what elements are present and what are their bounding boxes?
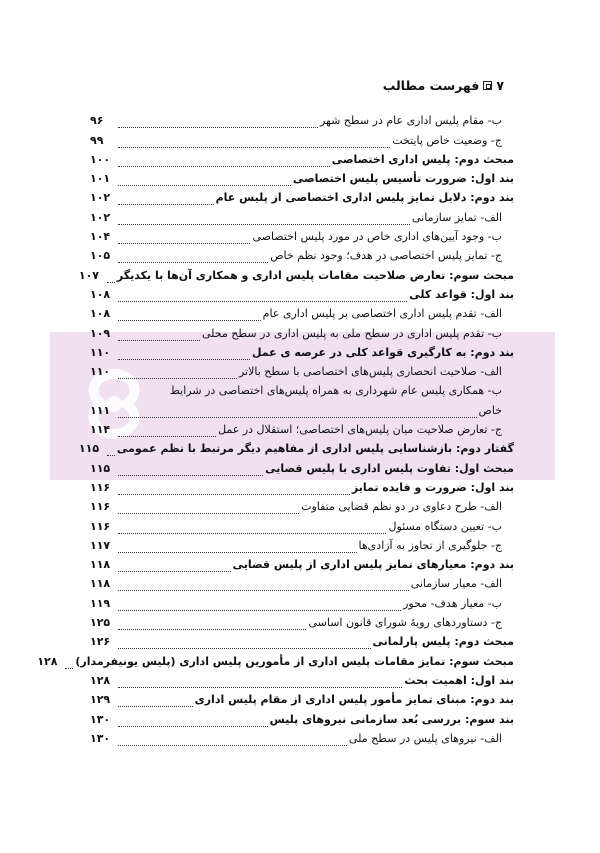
toc-leader-dots bbox=[118, 637, 371, 649]
toc-entry-title: خاص bbox=[478, 403, 502, 417]
toc-leader-dots bbox=[118, 174, 291, 186]
toc-entry[interactable] bbox=[90, 225, 514, 244]
toc-leader-dots bbox=[118, 618, 306, 630]
toc-entry[interactable] bbox=[90, 341, 514, 360]
toc-entry[interactable] bbox=[90, 476, 514, 495]
toc-entry-page: ۱۲۹ bbox=[90, 693, 111, 707]
toc-leader-dots bbox=[118, 560, 231, 572]
toc-entry-title: گفتار دوم: بازشناسایی پلیس اداری از مفاهیم دیگر مرتبط با نظم عمومی bbox=[116, 442, 514, 456]
toc-entry[interactable] bbox=[90, 379, 514, 398]
toc-entry-title: ب- معیار هدف- محور bbox=[403, 596, 502, 610]
toc-entry[interactable] bbox=[90, 148, 514, 167]
toc-leader-dots bbox=[118, 348, 250, 360]
toc-entry-page: ۱۰۲ bbox=[90, 191, 111, 205]
toc-leader-dots bbox=[118, 425, 216, 437]
toc-leader-dots bbox=[107, 444, 115, 456]
toc-leader-dots bbox=[118, 676, 402, 688]
toc-entry[interactable] bbox=[78, 263, 514, 282]
toc-entry-title: مبحث دوم: پلیس اداری اختصاصی bbox=[331, 152, 514, 166]
toc-leader-dots bbox=[118, 232, 250, 244]
toc-entry-page: ۱۲۸ bbox=[90, 673, 111, 687]
toc-entry[interactable] bbox=[90, 495, 514, 514]
toc-entry[interactable] bbox=[90, 398, 514, 417]
toc-entry[interactable] bbox=[90, 514, 514, 533]
toc-leader-dots bbox=[118, 193, 214, 205]
toc-leader-dots bbox=[118, 136, 390, 148]
toc-entry-title: بند اول: قواعد کلی bbox=[409, 287, 514, 301]
toc-entry-title: بند اول: ضرورت و فایده تمایز bbox=[351, 480, 514, 494]
toc-entry-page: ۱۲۶ bbox=[90, 635, 111, 649]
toc-entry-page: ۱۱۰ bbox=[90, 365, 111, 379]
toc-entry-title: بند اول: ضرورت تأسیس پلیس اختصاصی bbox=[292, 172, 514, 186]
toc-leader-dots bbox=[118, 599, 401, 611]
toc-entry-title: بند دوم: به کارگیری قواعد کلی در عرصه ی عمل bbox=[251, 345, 514, 359]
toc-leader-dots bbox=[118, 251, 268, 263]
toc-entry[interactable] bbox=[90, 360, 514, 379]
toc-entry-page: ۱۰۰ bbox=[90, 152, 111, 166]
toc-entry-title: الف- معیار سازمانی bbox=[410, 577, 502, 591]
toc-entry-page: ۱۱۶ bbox=[90, 480, 111, 494]
toc-leader-dots bbox=[118, 464, 263, 476]
toc-entry-page: ۱۱۸ bbox=[90, 558, 111, 572]
toc-entry-page: ۱۱۶ bbox=[90, 519, 111, 533]
toc-entry-page: ۱۰۸ bbox=[90, 307, 111, 321]
toc-entry-page: ۱۰۸ bbox=[90, 287, 111, 301]
toc-entry-page: ۱۳۰ bbox=[90, 712, 111, 726]
toc-entry-title: بند سوم: بررسی بُعد سازمانی نیروهای پلیس bbox=[269, 712, 514, 726]
toc-entry-page: ۹۶ bbox=[90, 114, 104, 128]
toc-entry[interactable] bbox=[90, 283, 514, 302]
toc-entry[interactable] bbox=[90, 669, 514, 688]
toc-entry-page: ۹۹ bbox=[90, 133, 104, 147]
toc-entry[interactable] bbox=[90, 688, 514, 707]
toc-entry-page: ۱۰۹ bbox=[90, 326, 111, 340]
table-of-contents bbox=[37, 109, 514, 746]
toc-leader-dots bbox=[65, 657, 73, 669]
toc-leader-dots bbox=[107, 271, 115, 283]
toc-entry-page: ۱۰۵ bbox=[90, 249, 111, 263]
toc-leader-dots bbox=[118, 367, 237, 379]
toc-leader-dots bbox=[118, 406, 477, 418]
toc-entry[interactable] bbox=[90, 534, 514, 553]
toc-leader-dots bbox=[118, 579, 409, 591]
toc-entry-page: ۱۱۵ bbox=[78, 442, 100, 456]
toc-leader-dots bbox=[118, 329, 200, 341]
toc-entry-page: ۱۱۸ bbox=[90, 577, 111, 591]
page-header bbox=[90, 78, 504, 93]
toc-leader-dots bbox=[118, 116, 318, 128]
toc-entry-page: ۱۰۴ bbox=[90, 230, 111, 244]
toc-entry[interactable] bbox=[90, 167, 514, 186]
toc-entry-title: ب- تقدم پلیس اداری در سطح ملی به پلیس اداری در سطح محلی bbox=[201, 326, 502, 340]
toc-entry[interactable] bbox=[78, 437, 514, 456]
toc-entry-title: بند اول: اهمیت بحث bbox=[404, 673, 514, 687]
toc-leader-dots bbox=[118, 155, 330, 167]
toc-entry-title: ج- تمایز پلیس اختصاصی در هدف؛ وجود نظم خاص bbox=[270, 249, 502, 263]
toc-entry[interactable] bbox=[90, 456, 514, 475]
header-ornament-icon bbox=[483, 81, 492, 90]
toc-entry[interactable] bbox=[90, 707, 514, 726]
toc-entry-title: بند دوم: دلایل تمایز پلیس اداری اختصاصی از پلیس عام bbox=[215, 191, 514, 205]
toc-entry-title: ب- وجود آیین‌های اداری خاص در مورد پلیس اختصاصی bbox=[252, 230, 502, 244]
toc-leader-dots bbox=[118, 695, 193, 707]
toc-leader-dots bbox=[118, 483, 350, 495]
toc-entry-title: بند دوم: مبنای تمایز مأمور پلیس اداری از مقام پلیس اداری bbox=[194, 693, 514, 707]
toc-leader-dots bbox=[118, 734, 347, 746]
toc-entry-title: ب- مقام پلیس اداری عام در سطح شهر bbox=[319, 114, 502, 128]
toc-entry[interactable] bbox=[90, 418, 514, 437]
toc-entry-page: ۱۰۷ bbox=[78, 268, 100, 282]
toc-entry[interactable] bbox=[90, 727, 514, 746]
toc-leader-dots bbox=[118, 309, 261, 321]
toc-entry-title: مبحث سوم: تعارض صلاحیت مقامات پلیس اداری و همکاری آن‌ها با یکدیگر bbox=[116, 268, 514, 282]
toc-entry[interactable] bbox=[90, 109, 514, 128]
toc-entry[interactable] bbox=[90, 591, 514, 610]
toc-entry-page: ۱۰۲ bbox=[90, 210, 111, 224]
toc-entry[interactable] bbox=[90, 205, 514, 224]
toc-entry-title: الف- تمایز سازمانی bbox=[411, 210, 502, 224]
toc-entry[interactable] bbox=[90, 302, 514, 321]
toc-entry-title: بند دوم: معیارهای تمایز پلیس اداری از پلیس قضایی bbox=[232, 558, 514, 572]
toc-entry[interactable] bbox=[90, 572, 514, 591]
toc-entry-title: الف- طرح دعاوی در دو نظم قضایی متفاوت bbox=[301, 500, 502, 514]
toc-entry[interactable] bbox=[90, 611, 514, 630]
toc-entry-page: ۱۱۴ bbox=[90, 423, 111, 437]
toc-entry-title: مبحث سوم: تمایز مقامات پلیس اداری از مأمورین پلیس اداری (پلیس یونیفرمدار) bbox=[75, 654, 514, 668]
toc-entry[interactable] bbox=[90, 128, 514, 147]
toc-entry-title: الف- صلاحیت انحصاری پلیس‌های اختصاصی با سطح بالاتر bbox=[238, 365, 502, 379]
toc-entry-title: مبحث اول: تفاوت پلیس اداری با پلیس قضایی bbox=[265, 461, 514, 475]
toc-entry-page: ۱۱۰ bbox=[90, 345, 111, 359]
toc-leader-dots bbox=[118, 502, 299, 514]
toc-entry-title: مبحث دوم: پلیس پارلمانی bbox=[372, 635, 514, 649]
toc-entry-title: ج- جلوگیری از تجاوز به آزادی‌ها bbox=[358, 538, 502, 552]
toc-entry-page: ۱۱۶ bbox=[90, 500, 111, 514]
toc-entry-title: ب- همکاری پلیس عام شهرداری به همراه پلیس‌های اختصاصی در شرایط bbox=[169, 384, 502, 398]
toc-entry-title: ج- وضعیت خاص پایتخت bbox=[392, 133, 502, 147]
toc-entry[interactable] bbox=[90, 321, 514, 340]
page-number: ۷ bbox=[496, 78, 504, 93]
toc-entry-page: ۱۱۷ bbox=[90, 538, 111, 552]
toc-entry-title: الف- نیروهای پلیس در سطح ملی bbox=[348, 731, 502, 745]
toc-entry[interactable] bbox=[37, 649, 514, 668]
toc-entry-page: ۱۳۰ bbox=[90, 731, 111, 745]
toc-entry[interactable] bbox=[90, 186, 514, 205]
toc-leader-dots bbox=[118, 541, 357, 553]
toc-entry[interactable] bbox=[90, 244, 514, 263]
toc-entry[interactable] bbox=[90, 553, 514, 572]
toc-leader-dots bbox=[118, 522, 386, 534]
page-title: فهرست مطالب bbox=[382, 78, 480, 93]
toc-entry-page: ۱۲۸ bbox=[37, 654, 58, 668]
toc-entry-title: ب- تعیین دستگاه مسئول bbox=[388, 519, 502, 533]
toc-leader-dots bbox=[118, 290, 407, 302]
toc-entry-page: ۱۱۹ bbox=[90, 596, 111, 610]
toc-entry-page: ۱۱۵ bbox=[90, 461, 111, 475]
toc-entry-page: ۱۲۵ bbox=[90, 616, 111, 630]
toc-entry-page: ۱۱۱ bbox=[90, 403, 111, 417]
toc-entry-page: ۱۰۱ bbox=[90, 172, 111, 186]
toc-entry-title: الف- تقدم پلیس اداری اختصاصی بر پلیس اداری عام bbox=[262, 307, 502, 321]
toc-leader-dots bbox=[118, 213, 410, 225]
toc-entry-title: ج- دستاوردهای رویهٔ شورای قانون اساسی bbox=[308, 616, 502, 630]
toc-entry-title: ج- تعارض صلاحیت میان پلیس‌های اختصاصی؛ استقلال در عمل bbox=[218, 423, 502, 437]
toc-entry[interactable] bbox=[90, 630, 514, 649]
toc-leader-dots bbox=[118, 715, 268, 727]
